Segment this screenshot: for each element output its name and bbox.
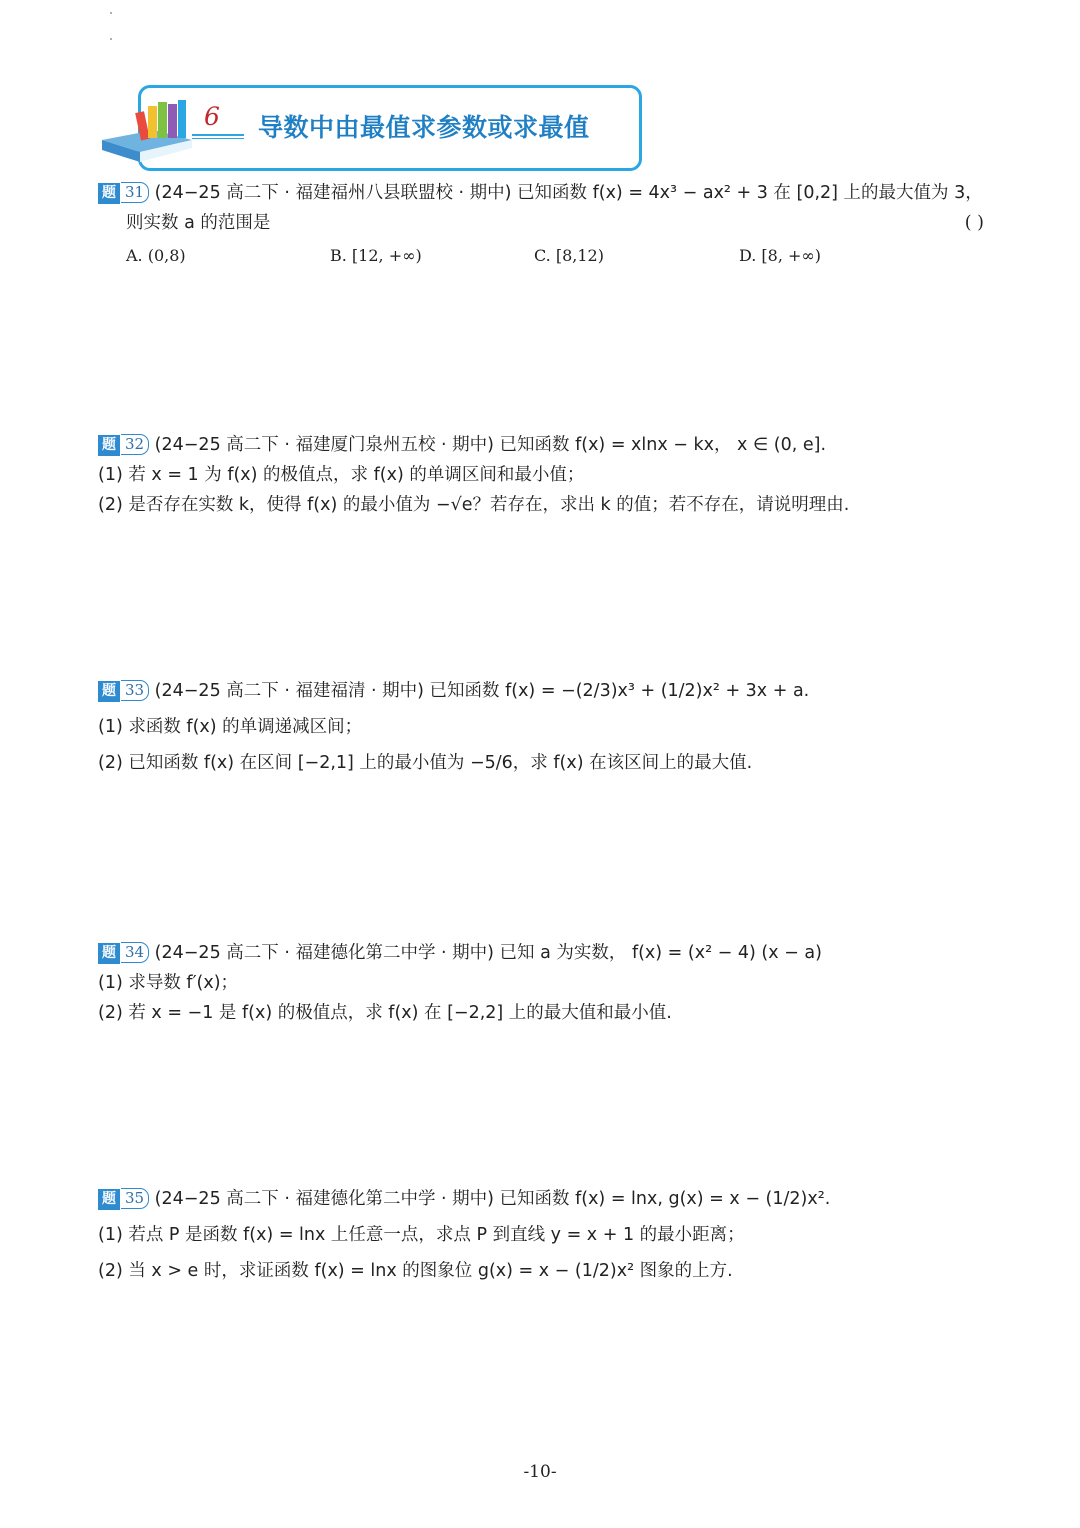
choice-a: A. (0,8) <box>126 246 186 265</box>
problem-text: (1) 若点 P 是函数 f(x) = lnx 上任意一点，求点 P 到直线 y = x + 1 的最小距离； <box>98 1225 745 1245</box>
problem-text: (2) 是否存在实数 k，使得 f(x) 的最小值为 −√e？若存在，求出 k 的值；若不存在，请说明理由. <box>98 495 850 515</box>
section-header <box>96 82 644 172</box>
problem-line <box>98 1220 984 1250</box>
problem-line <box>98 430 984 460</box>
choice-d: D. [8, +∞) <box>739 246 821 265</box>
problem-line <box>98 748 984 778</box>
section-number: 6 <box>204 102 220 131</box>
problem-text: (2) 若 x = −1 是 f(x) 的极值点，求 f(x) 在 [−2,2] 上的最大值和最小值. <box>98 1003 672 1023</box>
problem-text: (24−25 高二下 · 福建福清 · 期中) 已知函数 f(x) = −(2/3)x³ + (1/2)x² + 3x + a. <box>154 681 810 701</box>
problem-line <box>98 1256 984 1286</box>
problem-31 <box>98 178 984 271</box>
scan-dot <box>110 38 112 40</box>
books-icon <box>96 82 206 172</box>
problem-number: 32 <box>121 434 149 455</box>
problem-line <box>98 460 984 490</box>
problem-tag: 题 <box>98 1189 120 1210</box>
problem-text: (24−25 高二下 · 福建德化第二中学 · 期中) 已知函数 f(x) = lnx, g(x) = x − (1/2)x². <box>154 1189 831 1209</box>
problem-33 <box>98 676 984 778</box>
problem-line <box>98 208 984 238</box>
problem-number: 34 <box>121 942 149 963</box>
problem-number: 35 <box>121 1188 149 1209</box>
choice-c: C. [8,12) <box>534 246 604 265</box>
problem-34 <box>98 938 984 1028</box>
problem-number: 31 <box>121 182 149 203</box>
problem-text: (1) 求导数 f′(x)； <box>98 973 239 993</box>
problem-line <box>98 968 984 998</box>
choices <box>98 241 984 271</box>
problem-line <box>98 998 984 1028</box>
problem-32 <box>98 430 984 520</box>
scan-dot <box>110 12 112 14</box>
problem-line <box>98 676 984 706</box>
problem-text: (24−25 高二下 · 福建福州八县联盟校 · 期中) 已知函数 f(x) = 4x³ − ax² + 3 在 [0,2] 上的最大值为 3， <box>154 183 983 203</box>
problem-tag: 题 <box>98 943 120 964</box>
problem-text: (2) 已知函数 f(x) 在区间 [−2,1] 上的最小值为 −5/6，求 f(x) 在该区间上的最大值. <box>98 753 753 773</box>
problem-text: (24−25 高二下 · 福建德化第二中学 · 期中) 已知 a 为实数， f(x) = (x² − 4) (x − a) <box>154 943 822 963</box>
problem-35 <box>98 1184 984 1286</box>
problem-line <box>98 712 984 742</box>
problem-line <box>98 178 984 208</box>
section-number-underline <box>192 134 244 136</box>
problem-text: 则实数 a 的范围是 <box>126 213 271 233</box>
problem-text: (24−25 高二下 · 福建厦门泉州五校 · 期中) 已知函数 f(x) = xlnx − kx， x ∈ (0, e]. <box>154 435 827 455</box>
problem-line <box>98 490 984 520</box>
problem-text: (2) 当 x > e 时，求证函数 f(x) = lnx 的图象位 g(x) = x − (1/2)x² 图象的上方. <box>98 1261 733 1281</box>
problem-tag: 题 <box>98 681 120 702</box>
problem-line <box>98 1184 984 1214</box>
answer-paren: ( ) <box>964 213 984 233</box>
problem-number: 33 <box>121 680 149 701</box>
section-title: 导数中由最值求参数或求最值 <box>258 113 590 142</box>
problem-line <box>98 938 984 968</box>
page-number: -10- <box>523 1462 557 1482</box>
problem-text: (1) 求函数 f(x) 的单调递减区间； <box>98 717 363 737</box>
problem-tag: 题 <box>98 435 120 456</box>
choice-b: B. [12, +∞) <box>330 246 422 265</box>
problem-tag: 题 <box>98 183 120 204</box>
problem-text: (1) 若 x = 1 为 f(x) 的极值点，求 f(x) 的单调区间和最小值； <box>98 465 585 485</box>
section-number-underline <box>192 138 244 139</box>
